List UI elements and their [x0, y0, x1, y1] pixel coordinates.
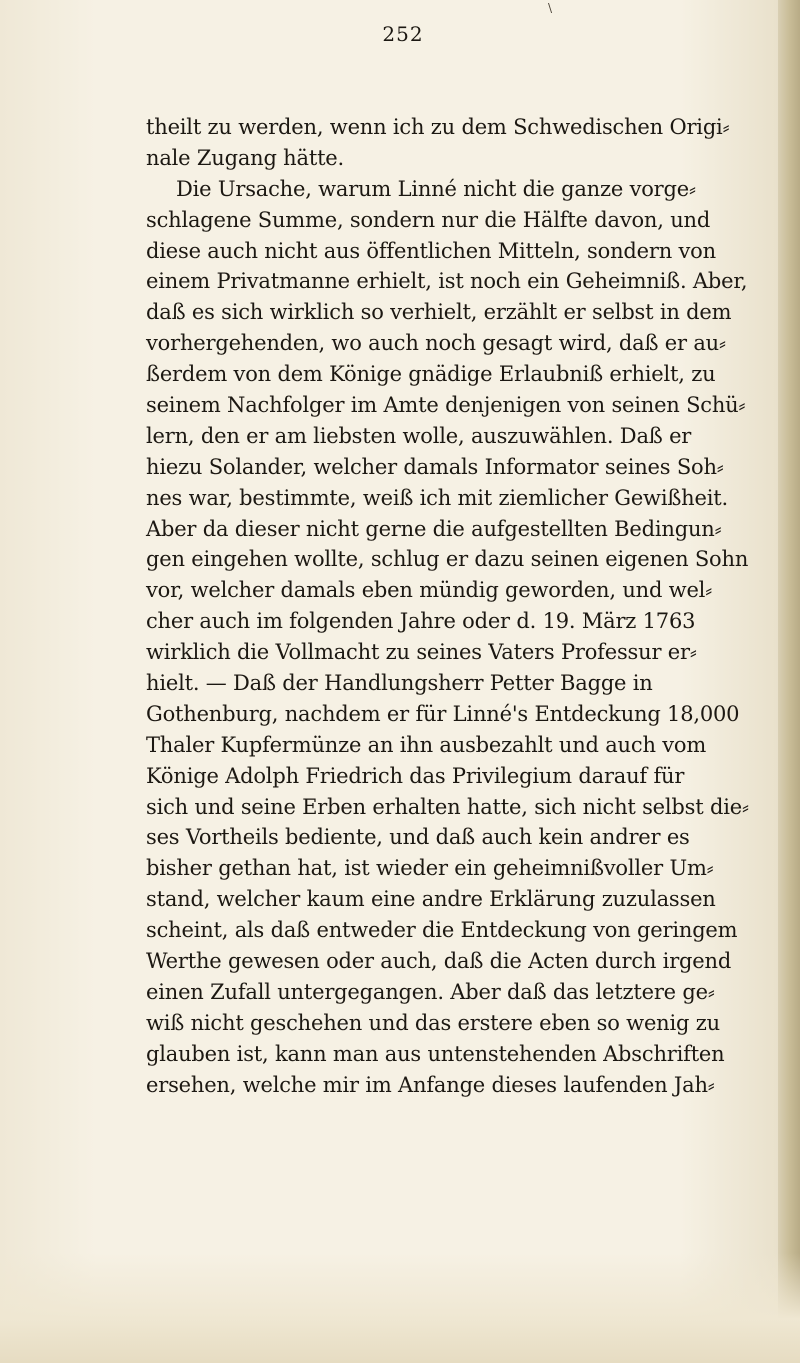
- text-line: scheint, als daß entweder die Entdeckung von geringem: [146, 918, 738, 943]
- text-line: sich und seine Erben erhalten hatte, sich nicht selbst die⸗: [146, 794, 749, 819]
- text-line: glauben ist, kann man aus untenstehenden Abschriften: [146, 1041, 725, 1066]
- text-line: bisher gethan hat, ist wieder ein geheimnißvoller Um⸗: [146, 856, 714, 881]
- text-line: wiß nicht geschehen und das erstere eben so wenig zu: [146, 1010, 720, 1035]
- page-bottom-shade: [0, 1253, 800, 1363]
- text-line: hielt. — Daß der Handlungsherr Petter Bagge in: [146, 671, 653, 696]
- text-line: Thaler Kupfermünze an ihn ausbezahlt und auch vom: [146, 732, 707, 757]
- text-line: einen Zufall untergegangen. Aber daß das letztere ge⸗: [146, 979, 715, 1004]
- text-line: Die Ursache, warum Linné nicht die ganze vorge⸗: [176, 176, 696, 201]
- text-line: ßerdem von dem Könige gnädige Erlaubniß erhielt, zu: [146, 362, 716, 387]
- text-line: vorhergehenden, wo auch noch gesagt wird, daß er au⸗: [146, 331, 726, 356]
- text-line: theilt zu werden, wenn ich zu dem Schwedischen Origi⸗: [146, 115, 730, 139]
- text-line: Könige Adolph Friedrich das Privilegium darauf für: [146, 763, 685, 788]
- page-number: 252: [382, 22, 424, 46]
- text-line: hiezu Solander, welcher damals Informator seines Soh⸗: [146, 454, 724, 479]
- text-line: Werthe gewesen oder auch, daß die Acten durch irgend: [146, 949, 732, 974]
- text-line: schlagene Summe, sondern nur die Hälfte davon, und: [146, 207, 711, 232]
- text-line: seinem Nachfolger im Amte denjenigen von seinen Schü⸗: [146, 393, 746, 418]
- text-line: stand, welcher kaum eine andre Erklärung zuzulassen: [146, 887, 716, 912]
- text-line: wirklich die Vollmacht zu seines Vaters Professur er⸗: [146, 640, 697, 665]
- text-line: diese auch nicht aus öffentlichen Mitteln, sondern von: [146, 238, 716, 263]
- text-line: einem Privatmanne erhielt, ist noch ein Geheimniß. Aber,: [146, 269, 748, 294]
- text-line: nes war, bestimmte, weiß ich mit ziemlicher Gewißheit.: [146, 485, 728, 510]
- text-line: nale Zugang hätte.: [146, 145, 345, 170]
- text-line: ersehen, welche mir im Anfange dieses laufenden Jah⸗: [146, 1072, 715, 1097]
- text-line: vor, welcher damals eben mündig geworden, und wel⸗: [146, 578, 712, 603]
- text-line: lern, den er am liebsten wolle, auszuwählen. Daß er: [146, 423, 692, 448]
- text-line: Aber da dieser nicht gerne die aufgestellten Bedingun⸗: [146, 516, 722, 541]
- text-line: cher auch im folgenden Jahre oder d. 19. März 1763: [146, 609, 696, 634]
- text-line: daß es sich wirklich so verhielt, erzählt er selbst in dem: [146, 300, 732, 325]
- text-line: ses Vortheils bediente, und daß auch kein andrer es: [146, 825, 690, 850]
- signature-mark: \: [548, 1, 553, 15]
- text-line: Gothenburg, nachdem er für Linné's Entdeckung 18,000: [146, 701, 740, 726]
- body-text: [146, 112, 786, 1101]
- text-line: gen eingehen wollte, schlug er dazu seinen eigenen Sohn: [146, 547, 749, 572]
